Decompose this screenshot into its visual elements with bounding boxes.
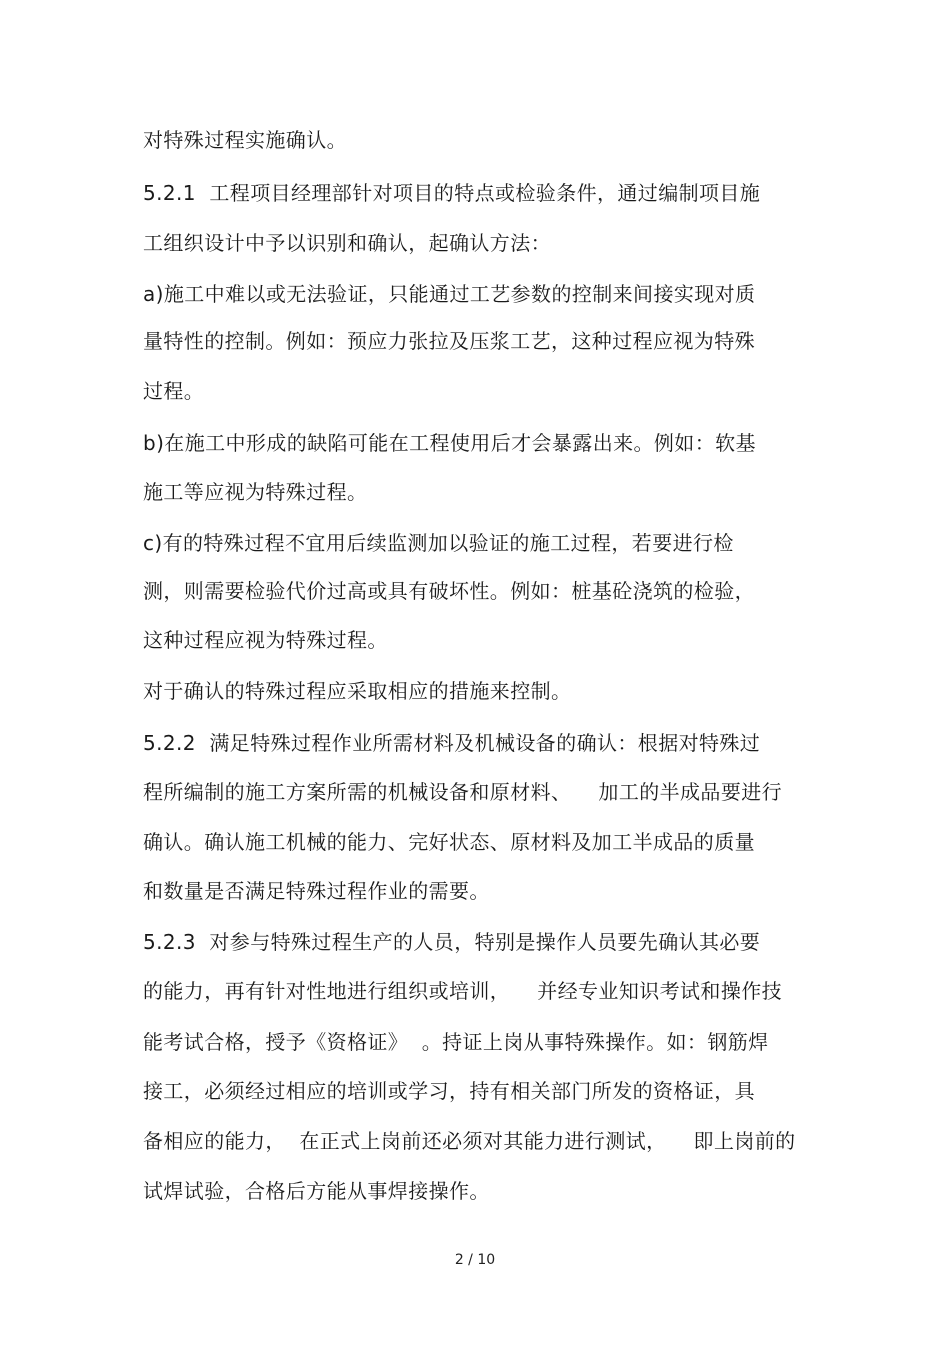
text-line: 的能力，再有针对性地进行组织或培训， 并经专业知识考试和操作技 <box>143 979 783 1003</box>
text-line: 5.2.3 对参与特殊过程生产的人员，特别是操作人员要先确认其必要 <box>143 930 761 954</box>
text-line: 施工等应视为特殊过程。 <box>143 480 368 504</box>
text-line: b)在施工中形成的缺陷可能在工程使用后才会暴露出来。例如：软基 <box>143 431 756 455</box>
text-line: 对特殊过程实施确认。 <box>143 128 347 152</box>
text-line: 对于确认的特殊过程应采取相应的措施来控制。 <box>143 679 572 703</box>
text-line: 量特性的控制。例如：预应力张拉及压浆工艺，这种过程应视为特殊 <box>143 329 755 353</box>
text-line: 过程。 <box>143 379 205 403</box>
text-line: 测，则需要检验代价过高或具有破坏性。例如：桩基砼浇筑的检验， <box>143 579 755 603</box>
text-line: c)有的特殊过程不宜用后续监测加以验证的施工过程，若要进行检 <box>143 531 734 555</box>
text-line: 试焊试验，合格后方能从事焊接操作。 <box>143 1179 490 1203</box>
text-line: 5.2.1 工程项目经理部针对项目的特点或检验条件，通过编制项目施 <box>143 181 761 205</box>
text-line: 备相应的能力， 在正式上岗前还必须对其能力进行测试， 即上岗前的 <box>143 1129 796 1153</box>
text-line: 程所编制的施工方案所需的机械设备和原材料、 加工的半成品要进行 <box>143 780 783 804</box>
page-number: 2 / 10 <box>454 1252 496 1268</box>
text-line: a)施工中难以或无法验证，只能通过工艺参数的控制来间接实现对质 <box>143 282 756 306</box>
text-line: 5.2.2 满足特殊过程作业所需材料及机械设备的确认：根据对特殊过 <box>143 731 761 755</box>
text-line: 和数量是否满足特殊过程作业的需要。 <box>143 879 490 903</box>
text-line: 能考试合格，授予《资格证》 。持证上岗从事特殊操作。如：钢筋焊 <box>143 1030 769 1054</box>
text-line: 工组织设计中予以识别和确认，起确认方法： <box>143 231 551 255</box>
text-line: 接工，必须经过相应的培训或学习，持有相关部门所发的资格证，具 <box>143 1079 755 1103</box>
text-line: 确认。确认施工机械的能力、完好状态、原材料及加工半成品的质量 <box>143 830 755 854</box>
text-line: 这种过程应视为特殊过程。 <box>143 628 388 652</box>
